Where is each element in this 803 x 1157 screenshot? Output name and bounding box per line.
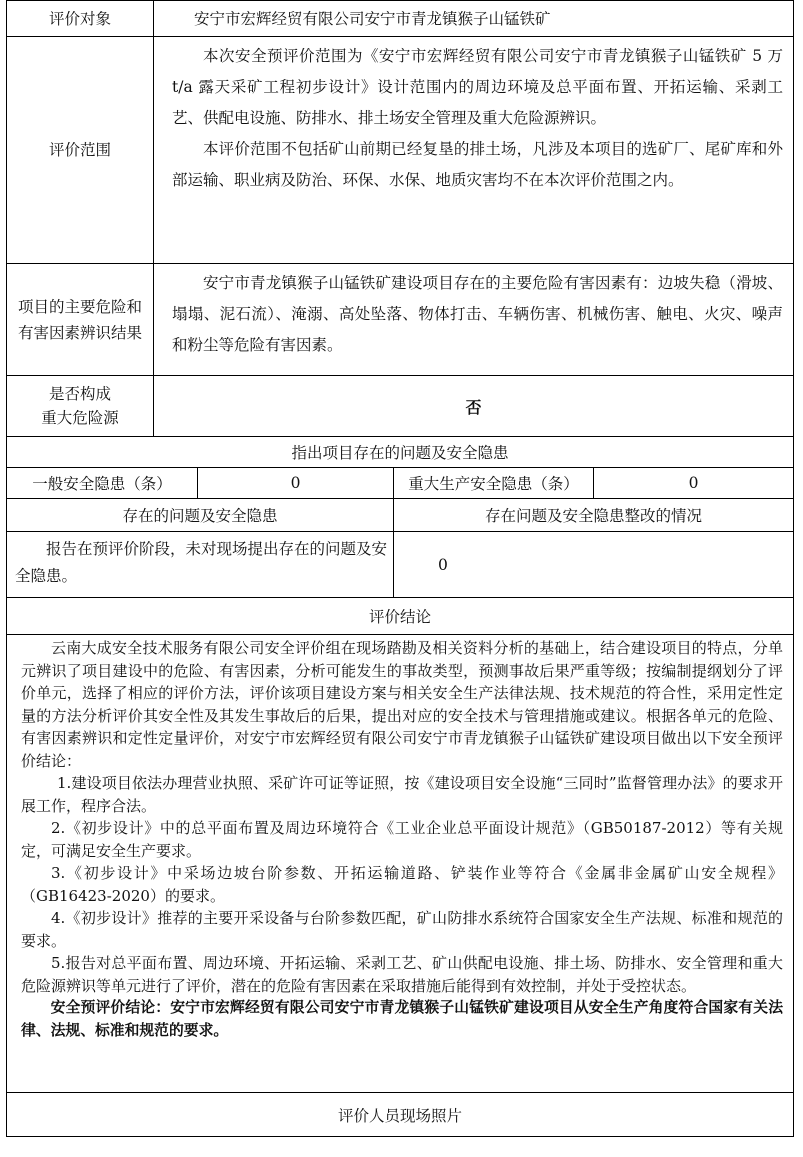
general-hazard-count-value: 0 <box>198 468 394 498</box>
evaluation-object-value: 安宁市宏辉经贸有限公司安宁市青龙镇猴子山锰铁矿 <box>194 10 551 28</box>
evaluation-scope-label: 评价范围 <box>7 37 154 263</box>
conclusion-item-2: 2.《初步设计》中的总平面布置及周边环境符合《工业企业总平面设计规范》（GB50187-2012）等有关规定，可满足安全生产要求。 <box>21 819 783 860</box>
evaluation-form <box>6 0 794 1137</box>
issues-column-header: 存在的问题及安全隐患 <box>7 499 394 531</box>
conclusion-item-4: 4.《初步设计》推荐的主要开采设备与台阶参数匹配，矿山防排水系统符合国家安全生产法规、标准和规范的要求。 <box>21 909 783 950</box>
hazard-paragraph: 安宁市青龙镇猴子山锰铁矿建设项目存在的主要危险有害因素有：边坡失稳（滑坡、塌塌、泥石流）、淹溺、高处坠落、物体打击、车辆伤害、机械伤害、触电、火灾、噪声和粉尘等危险有害因素。 <box>172 274 783 354</box>
issues-section-header: 指出项目存在的问题及安全隐患 <box>6 437 794 468</box>
major-hazard-label-line2: 重大危险源 <box>41 409 119 427</box>
row-evaluation-object <box>6 0 794 37</box>
conclusion-item-5: 5.报告对总平面布置、周边环境、开拓运输、采剥工艺、矿山供配电设施、排土场、防排水、安全管理和重大危险源辨识等单元进行了评价，潜在的危险有害因素在采取措施后能得到有效控制，并处于受控状态。 <box>21 954 783 995</box>
major-hazard-label-line1: 是否构成 <box>48 385 111 403</box>
conclusion-section-header: 评价结论 <box>6 598 794 635</box>
row-issues-columns <box>6 499 794 532</box>
row-evaluation-scope <box>6 37 794 264</box>
row-hazard-identification <box>6 264 794 376</box>
row-issues-content <box>6 532 794 598</box>
rectification-value: 0 <box>438 555 448 574</box>
general-hazard-count-label: 一般安全隐患（条） <box>7 468 198 498</box>
row-conclusion-body <box>6 635 794 1093</box>
major-hazard-count-label: 重大生产安全隐患（条） <box>394 468 594 498</box>
row-major-hazard <box>6 376 794 437</box>
conclusion-final: 安全预评价结论：安宁市宏辉经贸有限公司安宁市青龙镇猴子山锰铁矿建设项目从安全生产角度符合国家有关法律、法规、标准和规范的要求。 <box>21 999 783 1039</box>
conclusion-intro: 云南大成安全技术服务有限公司安全评价组在现场踏勘及相关资料分析的基础上，结合建设项目的特点，分单元辨识了项目建设中的危险、有害因素，分析可能发生的事故类型，预测事故后果严重等级；按编制提纲划分了评价单元，选择了相应的评价方法，评价该项目建设方案与相关安全生产法律法规、技术规范的符合性，采用定性定量的方法分析评价其安全性及其发生事故后的后果，提出对应的安全技术与管理措施或建议。根据各单元的危险、有害因素辨识和定性定量评价，对安宁市宏辉经贸有限公司安宁市青龙镇猴子山锰铁矿建设项目做出以下安全预评价结论： <box>21 639 783 770</box>
site-photos-header: 评价人员现场照片 <box>6 1093 794 1137</box>
major-hazard-value: 否 <box>465 397 482 417</box>
issues-text <box>7 532 394 597</box>
evaluation-scope-text <box>154 37 793 263</box>
major-hazard-count-value: 0 <box>688 474 699 492</box>
evaluation-object-label: 评价对象 <box>7 1 154 36</box>
issues-paragraph: 报告在预评价阶段，未对现场提出存在的问题及安全隐患。 <box>15 540 388 585</box>
conclusion-item-3: 3.《初步设计》中采场边坡台阶参数、开拓运输道路、铲装作业等符合《金属非金属矿山安全规程》（GB16423-2020）的要求。 <box>21 864 783 905</box>
major-hazard-label <box>7 376 154 436</box>
hazard-identification-label: 项目的主要危险和有害因素辨识结果 <box>7 264 154 375</box>
scope-paragraph-2: 本评价范围不包括矿山前期已经复垦的排土场，凡涉及本项目的选矿厂、尾矿库和外部运输、职业病及防治、环保、水保、地质灾害均不在本次评价范围之内。 <box>172 140 783 189</box>
conclusion-item-1: 1.建设项目依法办理营业执照、采矿许可证等证照，按《建设项目安全设施“三同时”监督管理办法》的要求开展工作，程序合法。 <box>21 774 783 815</box>
row-hazard-counts <box>6 468 794 499</box>
rectification-column-header: 存在问题及安全隐患整改的情况 <box>484 507 702 525</box>
hazard-identification-text <box>154 264 793 375</box>
conclusion-text <box>7 635 793 1092</box>
scope-paragraph-1: 本次安全预评价范围为《安宁市宏辉经贸有限公司安宁市青龙镇猴子山锰铁矿 5 万 t/a 露天采矿工程初步设计》设计范围内的周边环境及总平面布置、开拓运输、采剥工艺、供配电设施、防排水、排土场安全管理及重大危险源辨识。 <box>172 47 783 127</box>
